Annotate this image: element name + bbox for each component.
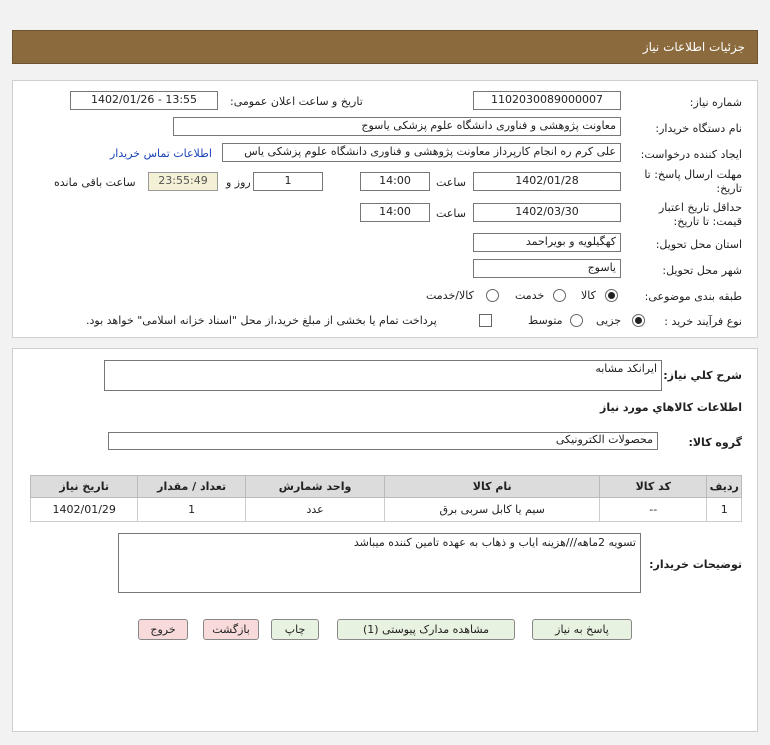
treasury-payment-checkbox[interactable] [479, 314, 492, 327]
back-button[interactable]: بازگشت [203, 619, 259, 640]
need-number-label: شماره نیاز: [689, 96, 742, 109]
category-service-radio[interactable] [553, 289, 566, 302]
buyer-notes-label: توضیحات خریدار: [649, 558, 742, 571]
exit-button[interactable]: خروج [138, 619, 188, 640]
days-label: روز و [226, 176, 251, 189]
goods-group-label: گروه کالا: [688, 436, 742, 449]
reply-button[interactable]: پاسخ به نیاز [532, 619, 632, 640]
category-label: طبقه بندی موضوعی: [644, 290, 742, 303]
announce-field: 1402/01/26 - 13:55 [70, 91, 218, 110]
page-title: جزئیات اطلاعات نیاز [642, 40, 745, 54]
summary-label: شرح کلي نياز: [663, 369, 742, 382]
remaining-timer: 23:55:49 [148, 172, 218, 191]
table-row [31, 498, 742, 522]
goods-table [30, 475, 742, 522]
category-both-label: کالا/خدمت [426, 289, 474, 302]
category-goods-radio[interactable] [605, 289, 618, 302]
buyer-notes-field: تسویه 2ماهه///هزینه ایاب و ذهاب به عهده تامین کننده میباشد [118, 533, 641, 593]
cell-row: 1 [707, 498, 742, 522]
deadline-label: مهلت ارسال پاسخ: تا [644, 168, 742, 181]
city-label: شهر محل تحویل: [662, 264, 742, 277]
goods-group-field: محصولات الکترونیکی [108, 432, 658, 450]
deadline-days-field: 1 [253, 172, 323, 191]
col-date: تاریخ نیاز [31, 476, 138, 498]
validity-date-field: 1402/03/30 [473, 203, 621, 222]
announce-label: تاریخ و ساعت اعلان عمومی: [230, 95, 363, 108]
validity-label-2: قیمت: تا تاریخ: [673, 215, 742, 228]
buyer-org-field: معاونت پژوهشی و فناوری دانشگاه علوم پزشکی یاسوج [173, 117, 621, 136]
process-minor-radio[interactable] [632, 314, 645, 327]
page-header [12, 30, 758, 64]
attachments-button[interactable]: مشاهده مدارک پیوستی (1) [337, 619, 515, 640]
province-field: کهگیلویه و بویراحمد [473, 233, 621, 252]
remaining-label: ساعت باقی مانده [54, 176, 136, 189]
col-name: نام کالا [385, 476, 600, 498]
deadline-label-2: تاریخ: [716, 182, 742, 195]
cell-date: 1402/01/29 [31, 498, 138, 522]
cell-code: -- [600, 498, 707, 522]
deadline-date-field: 1402/01/28 [473, 172, 621, 191]
col-row: ردیف [707, 476, 742, 498]
col-code: کد کالا [600, 476, 707, 498]
summary-field: ایرانکد مشابه [104, 360, 662, 391]
buyer-org-label: نام دستگاه خریدار: [655, 122, 742, 135]
category-both-radio[interactable] [486, 289, 499, 302]
deadline-time-field: 14:00 [360, 172, 430, 191]
process-minor-label: جزیی [596, 314, 622, 327]
cell-qty: 1 [138, 498, 245, 522]
process-label: نوع فرآیند خرید : [664, 315, 742, 328]
need-number-field: 1102030089000007 [473, 91, 621, 110]
process-medium-label: متوسط [528, 314, 563, 327]
print-button[interactable]: چاپ [271, 619, 319, 640]
validity-label: حداقل تاریخ اعتبار [658, 201, 742, 214]
category-service-label: خدمت [515, 289, 545, 302]
province-label: استان محل تحویل: [655, 238, 742, 251]
treasury-payment-note: پرداخت تمام یا بخشی از مبلغ خرید،از محل "اسناد خزانه اسلامی" خواهد بود. [86, 314, 437, 327]
validity-time-field: 14:00 [360, 203, 430, 222]
creator-field: علی کرم ره انجام کارپرداز معاونت پژوهشی و فناوری دانشگاه علوم پزشکی یاس [222, 143, 621, 162]
creator-label: ایجاد کننده درخواست: [640, 148, 742, 161]
process-medium-radio[interactable] [570, 314, 583, 327]
col-qty: تعداد / مقدار [138, 476, 245, 498]
table-header-row [31, 476, 742, 498]
cell-name: سیم یا کابل سربی برق [385, 498, 600, 522]
buyer-contact-link[interactable]: اطلاعات تماس خریدار [110, 147, 212, 160]
validity-time-label: ساعت [436, 207, 466, 220]
category-goods-label: کالا [581, 289, 596, 302]
city-field: یاسوج [473, 259, 621, 278]
col-unit: واحد شمارش [245, 476, 385, 498]
deadline-time-label: ساعت [436, 176, 466, 189]
goods-info-title: اطلاعات کالاهاي مورد نياز [600, 401, 742, 414]
cell-unit: عدد [245, 498, 385, 522]
